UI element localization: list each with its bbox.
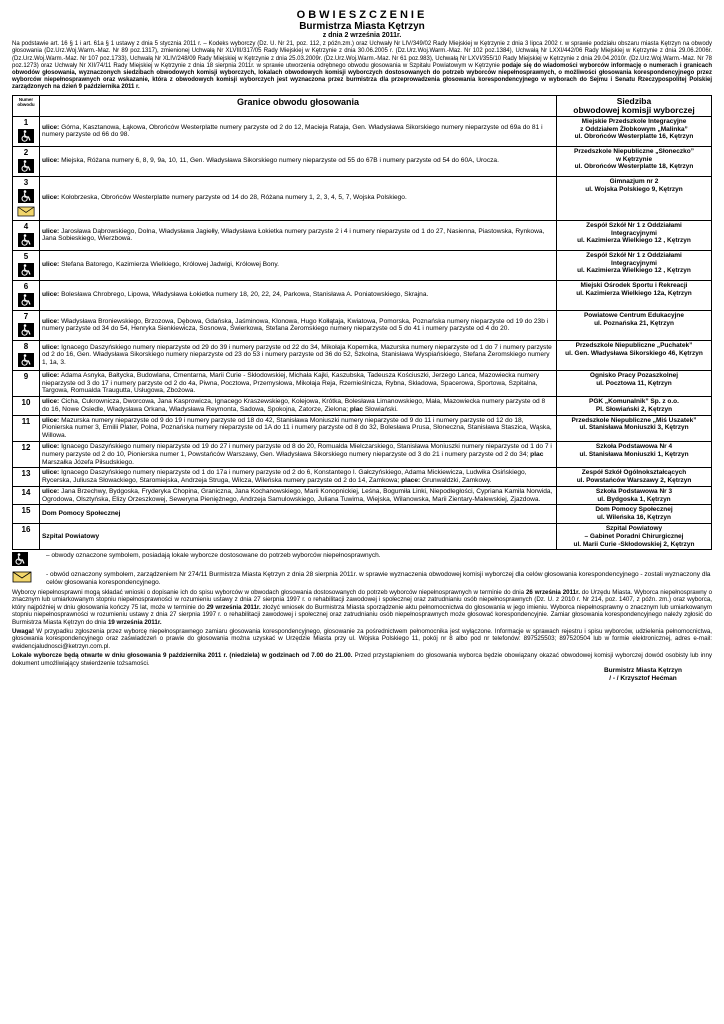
document-title: OBWIESZCZENIE xyxy=(296,9,428,21)
wheelchair-icon xyxy=(18,293,34,309)
seat-line-1: Szpital Powiatowy xyxy=(605,525,663,533)
table-row xyxy=(13,441,712,467)
signature-title: Burmistrz Miasta Kętrzyn xyxy=(603,667,682,675)
district-bounds xyxy=(40,415,557,441)
commission-seat xyxy=(557,116,712,146)
notes-paragraph-1 xyxy=(12,589,712,626)
notes-text: Przed przystąpieniem do głosowania wyborca będzie obowiązany okazać obwodowej komisji wyborczej dowód osobisty lub inny dokument umożliwiający stwierdzenie tożsamości. xyxy=(12,652,713,667)
streets-list: Stefana Batorego, Kazimierza Wielkiego, Królowej Jadwigi, Królowej Bony. xyxy=(59,261,280,269)
seat-line-2: – Gabinet Poradni Chirurgicznej xyxy=(584,532,684,540)
envelope-icon xyxy=(12,571,46,586)
legend-wheelchair-text: – obwody oznaczone symbolem, posiadają lokale wyborcze dostosowane do potrzeb wyborców niepełnosprawnych. xyxy=(46,552,381,560)
streets-list: Jana Brzechwy, Bydgoska, Fryderyka Chopina, Graniczna, Jana Kochanowskiego, Marii Konopnickiej, Leśna, Bogumiła Linki, Niepodległości, Cypriana Kamila Norwida, Ogrodowa, Olsztyńska, Elizy Orzeszkowej, Seweryna Pieniężnego, Andrzeja Samulowskiego, Juliana Tuwima, Wiejska, Wilanowska, Marii Zientary-Malewskiej, Zjazdowa. xyxy=(42,487,553,503)
district-number: 12 xyxy=(21,442,31,452)
square-list: Grunwaldzki, Zamkowy. xyxy=(420,477,492,485)
seat-line-2: w Kętrzynie xyxy=(615,155,653,163)
table-row xyxy=(13,116,712,146)
district-number-cell xyxy=(13,220,40,250)
seat-line-2: ul. Kazimierza Wielkiego 12a, Kętrzyn xyxy=(576,289,692,297)
table-row xyxy=(13,220,712,250)
commission-seat xyxy=(557,397,712,416)
streets-prefix: ulice: xyxy=(42,416,60,424)
seat-line-1: Powiatowe Centrum Edukacyjne xyxy=(583,311,685,319)
table-row xyxy=(13,146,712,176)
seat-line-3: ul. Marii Curie -Skłodowskiej 2, Kętrzyn xyxy=(573,540,695,548)
commission-seat xyxy=(557,486,712,505)
seat-line-2: ul. Gen. Władysława Sikorskiego 46, Kętrzyn xyxy=(565,349,703,357)
district-number: 3 xyxy=(23,177,29,187)
seat-line-1: Przedszkole Niepubliczne „Miś Uszatek” xyxy=(571,416,697,424)
streets-list: Górna, Kasztanowa, Łąkowa, Obrońców Westerplatte numery parzyste od 2 do 12, Macieja Rataja, Gen. Władysława Sikorskiego numery nieparzyste od 69a do 81 i numery parzyste od 66 do 98. xyxy=(42,123,543,139)
table-row xyxy=(13,370,712,396)
table-row xyxy=(13,176,712,220)
notes-text: Wyborcy niepełnosprawni mogą składać wnioski o dopisanie ich do spisu wyborców w obwodach głosowania dostosowanych do potrzeb wyborców niepełnosprawnych w terminie do dnia xyxy=(12,588,525,596)
wheelchair-icon xyxy=(18,159,34,175)
streets-list: Dom Pomocy Społecznej xyxy=(42,510,121,518)
commission-seat xyxy=(557,505,712,524)
seat-line-3: ul. Kazimierza Wielkiego 12 , Kętrzyn xyxy=(577,267,691,275)
document-date: z dnia 2 września 2011r. xyxy=(322,32,402,40)
notes-date: 29 września 2011r. xyxy=(204,603,261,611)
notes-date: 26 września 2011r. xyxy=(524,588,580,596)
district-bounds xyxy=(40,468,557,487)
seat-line-1: Szkoła Podstawowa Nr 3 xyxy=(595,487,673,495)
district-number-cell xyxy=(13,176,40,220)
table-row xyxy=(13,524,712,550)
square-list: Słowiański. xyxy=(363,405,398,413)
streets-prefix: ulice: xyxy=(42,343,60,351)
seat-line-1: Szkoła Podstawowa Nr 4 xyxy=(595,442,673,450)
streets-list: Kołobrzeska, Obrońców Westerplatte numery parzyste od 14 do 28, Różana numery 1, 2, 3, 4, 5, 7, Wojska Polskiego. xyxy=(59,194,407,202)
seat-line-2: ul. Poznańska 21, Kętrzyn xyxy=(594,319,674,327)
district-bounds xyxy=(40,524,557,550)
table-row xyxy=(13,486,712,505)
notes-paragraph-2 xyxy=(12,628,712,650)
district-number-cell xyxy=(13,146,40,176)
col-bounds-header: Granice obwodu głosowania xyxy=(40,95,557,116)
table-row xyxy=(13,250,712,280)
header xyxy=(12,10,712,39)
seat-line-2: ul. Powstańców Warszawy 2, Kętrzyn xyxy=(576,477,692,485)
seat-line-2: ul. Wojska Polskiego 9, Kętrzyn xyxy=(585,185,683,193)
streets-prefix: ulice: xyxy=(42,469,60,477)
streets-prefix: ulice: xyxy=(42,194,60,202)
intro-text: Na podstawie art. 16 § 1 i art. 61a § 1 ustawy z dnia 5 stycznia 2011 r. – Kodeks wyborczy (Dz. U. Nr 21, poz. 112, z późn.zm.) oraz Uchwały Nr LIV/349/02 Rady Miejskiej w Kętrzynie z dnia 3 lipca 2002 r. w sprawie podziału obszaru miasta Kętrzyn na obwody głosowania (Dz.Urz.Woj.Warm.-Maz. Nr 89 poz.1317), zmienionej Uchwałą Nr XLVIII/317/05 Rady Miejskiej w Kętrzynie z dnia 30.06.2005 r. (Dz.Urz.Woj.Warm.-Maz. Nr 102 poz.1384), Uchwałą Nr LXXI/442/06 Rady Miejskiej w Kętrzynie z dnia 29.06.2006r. (Dz.Urz.Woj.Warm.-Maz. Nr 107 poz.1733), Uchwałą Nr XLIV/248/09 Rady Miejskiej w Kętrzynie z dnia 25.03.2009r. (Dz.Urz.Woj.Warm.-Maz. Nr 61 poz.983), Uchwałą Nr LXVI/355/10 Rady Miejskiej w Kętrzynie z dnia 29.04.2010r. (Dz.Urz.Woj.Warm.-Maz. Nr 78 poz.1273) oraz Uchwały Nr XII/74/11 Rady Miejskiej w Kętrzynie z dnia 18 sierpnia 2011r. w sprawie utworzenia odrębnego obwodu głosowania w Szpitalu Powiatowym w Kętrzynie xyxy=(12,41,712,69)
legend-envelope-text: - obwód oznaczony symbolem, zarządzeniem Nr 274/11 Burmistrza Miasta Kętrzyn z dnia 28 sierpnia 2011r. w sprawie wyznaczenia obwodowej komisji wyborczej dla celów głosowania korespondencyjnego - zostali wyznaczony dla celów głosowania korespondencyjnego. xyxy=(46,571,711,587)
streets-list: Bolesława Chrobrego, Lipowa, Władysława Łokietka numery 18, 20, 22, 24, Parkowa, Stanisława A. Poniatowskiego, Skrajna. xyxy=(59,291,429,299)
seat-line-3: ul. Obrońców Westerplatte 16, Kętrzyn xyxy=(574,133,694,141)
districts-table xyxy=(12,95,712,551)
streets-list: Szpital Powiatowy xyxy=(42,532,100,540)
seat-line-3: ul. Kazimierza Wielkiego 12 , Kętrzyn xyxy=(577,237,691,245)
district-bounds xyxy=(40,280,557,310)
district-number-cell xyxy=(13,370,40,396)
square-list: Marszałka Józefa Piłsudskiego. xyxy=(42,458,134,466)
notes-text: do Urzędu Miasta. Wyborca niepełnosprawny o znacznym lub umiarkowanym stopniu niepełnosprawności w rozumieniu ustawy z dnia 27 sierpnia 1997 r. o rehabilitacji zawodowej i społecznej oraz zatrudnianiu osób niepełnosprawnych (Dz. U. z 2010 r. Nr 214, poz. 1407, z późn. zm.) oraz wyborca, który najpóźniej w dniu głosowania kończy 75 lat, może w terminie do xyxy=(12,588,713,611)
district-number: 14 xyxy=(21,487,31,497)
table-row xyxy=(13,468,712,487)
wheelchair-icon xyxy=(12,552,46,569)
seat-line-1: Miejski Ośrodek Sportu i Rekreacji xyxy=(580,281,688,289)
streets-list: Jarosława Dąbrowskiego, Dolna, Władysława Jagiełły, Władysława Łokietka numery parzyste 2 i 4 i numery nieparzyste od 1 do 27, Nasienna, Piastowska, Rynkowa, Jana Sobieskiego, Wierzbowa. xyxy=(42,227,545,243)
seat-line-1: Przedszkole Niepubliczne „Słoneczko” xyxy=(574,147,694,155)
seat-line-3: ul. Obrońców Westerplatte 18, Kętrzyn xyxy=(574,163,694,171)
district-number: 16 xyxy=(21,525,31,535)
district-bounds xyxy=(40,505,557,524)
district-number: 4 xyxy=(23,221,29,231)
district-number: 5 xyxy=(23,251,29,261)
streets-prefix: ulice: xyxy=(42,261,60,269)
streets-prefix: ulice: xyxy=(42,398,60,406)
district-number-cell xyxy=(13,280,40,310)
notes-text: W przypadku zgłoszenia przez wyborcę niepełnosprawnego zamiaru głosowania korespondencyjnego, głosowanie za pośrednictwem pełnomocnika jest wyłączone. Informacje w sprawach rejestru i spisu wyborców, udzielenia pełnomocnictwa, głosowania korespondencyjnego oraz zaświadczeń o prawie do głosowania można uzyskać w Urzędzie Miasta przy ul. Wojska Polskiego 11, pokój nr 8 albo pod nr telefonów: 897525503; 897520504 lub w formie elektronicznej, adres e-mail: ewidencjaludnosci@ketrzyn.com.pl. xyxy=(12,628,712,650)
seat-line-2: z Oddziałem Żłobkowym „Malinka” xyxy=(580,125,688,133)
commission-seat xyxy=(557,340,712,370)
seat-line-1: Gimnazjum nr 2 xyxy=(609,177,659,185)
district-number-cell xyxy=(13,340,40,370)
district-number: 13 xyxy=(21,469,31,479)
district-number: 11 xyxy=(21,416,31,426)
district-number-cell xyxy=(13,310,40,340)
district-bounds xyxy=(40,486,557,505)
seat-line-1: Zespół Szkół Ogólnokształcących xyxy=(581,469,687,477)
square-prefix: plac xyxy=(348,405,364,413)
district-number: 2 xyxy=(23,147,29,157)
seat-line-2: ul. Stanisława Moniuszki 1, Kętrzyn xyxy=(579,450,689,458)
commission-seat xyxy=(557,370,712,396)
streets-list: Ignacego Daszyńskiego numery nieparzyste od 1 do 17a i numery parzyste od 2 do 6, Konstantego I. Gałczyńskiego, Adama Mickiewicza, Ludwika Osińskiego, Rycerska, Juliusza Słowackiego, Staromiejska, Andrzeja Struga, Wilcza, Wileńska numery parzyste od 2 do 14, Zamkowa; xyxy=(42,469,527,485)
intro-paragraph xyxy=(12,41,712,91)
wheelchair-icon xyxy=(18,129,34,145)
district-number: 9 xyxy=(23,371,29,381)
district-bounds xyxy=(40,441,557,467)
streets-prefix: ulice: xyxy=(42,371,60,379)
seat-line-1: Przedszkole Niepubliczne „Puchatek” xyxy=(575,341,693,349)
table-row xyxy=(13,280,712,310)
district-number-cell xyxy=(13,397,40,416)
seat-line-2: Integracyjnymi xyxy=(611,259,657,267)
commission-seat xyxy=(557,441,712,467)
seat-line-2: Integracyjnymi xyxy=(611,229,657,237)
seat-line-2: ul. Stanisława Moniuszki 3, Kętrzyn xyxy=(579,424,689,432)
district-number-cell xyxy=(13,524,40,550)
commission-seat xyxy=(557,310,712,340)
square-prefix: place: xyxy=(399,477,421,485)
streets-prefix: ulice: xyxy=(42,227,60,235)
wheelchair-icon xyxy=(18,323,34,339)
col-seat-header-line2: obwodowej komisji wyborczej xyxy=(573,104,695,115)
district-bounds xyxy=(40,310,557,340)
seat-line-2: Pl. Słowiański 2, Kętrzyn xyxy=(595,405,673,413)
commission-seat xyxy=(557,468,712,487)
streets-list: Mazurska numery nieparzyste od 9 do 19 i numery parzyste od 18 do 42, Stanisława Moniuszki numery nieparzyste od 9 do 11 i numery parzyste od 12 do 18, Pionierska numer 3, Emilii Plater, Polna, Poznańska numery nieparzyste od 1A do 11 i numery parzyste od 8 do 32, Bolesława Prusa, Słoneczna, Stanisława Staszica, Wąska, Willowa. xyxy=(42,416,552,440)
streets-list: Ignacego Daszyńskiego numery nieparzyste od 29 do 39 i numery parzyste od 22 do 34, Mikołaja Kopernika, Mazurska numery nieparzyste od 1 do 7 i numery parzyste od 2 do 16, Gen. Władysława Sikorskiego numery nieparzyste od 23 do 53 i numery parzyste od 36 do 52, Szkolna, Stanisława Wyspiańskiego, Stefana Żeromskiego numery 1, 1a, 3. xyxy=(42,343,552,367)
commission-seat xyxy=(557,280,712,310)
col-seat-header-line1: Siedziba xyxy=(616,95,652,106)
commission-seat xyxy=(557,176,712,220)
document-subtitle: Burmistrza Miasta Kętrzyn xyxy=(299,20,425,32)
district-number-cell xyxy=(13,468,40,487)
district-bounds xyxy=(40,116,557,146)
legend-wheelchair xyxy=(12,552,712,569)
col-number-header: Numer obwodu xyxy=(13,95,40,116)
signature xyxy=(604,667,682,683)
notes-date: 19 września 2011r. xyxy=(106,618,162,626)
table-row xyxy=(13,397,712,416)
table-row xyxy=(13,310,712,340)
streets-list: Miejska, Różana numery 6, 8, 9, 9a, 10, 11, Gen. Władysława Sikorskiego numery nieparzyste od 55 do 67B i numery parzyste od 54 do 60A, Urocza. xyxy=(59,157,499,165)
table-header-row xyxy=(13,95,712,116)
streets-prefix: ulice: xyxy=(42,317,60,325)
district-bounds xyxy=(40,176,557,220)
district-number-cell xyxy=(13,505,40,524)
district-number: 6 xyxy=(23,281,29,291)
seat-line-1: Dom Pomocy Społecznej xyxy=(595,506,673,514)
wheelchair-icon xyxy=(18,353,34,369)
streets-list: Adama Asnyka, Bałtycka, Budowlana, Cmentarna, Marii Curie - Skłodowskiej, Michała Kajki, Kaszubska, Tadeusza Kościuszki, Jerzego Lanca, Mazowiecka numery nieparzyste od 3 do 17 i numery parzyste od 2 do 4a, Piwna, Pocztowa, Przemysłowa, Mikołaja Reja, Rzemieślnicza, Rybna, Składowa, Spacerowa, Sportowa, Szpitalna, Targowa, Romualda Traugutta, Usługowa, Zbożowa. xyxy=(42,371,540,395)
district-bounds xyxy=(40,397,557,416)
district-number: 8 xyxy=(23,341,29,351)
district-bounds xyxy=(40,340,557,370)
notes-text: złożyć wniosek do Burmistrza Miasta sporządzenie aktu pełnomocnictwa do głosowania w jego imieniu. Wyborca niepełnosprawny o znacznym lub umiarkowanym stopniu niepełnosprawności w rozumieniu ustawy z dnia 27 sierpnia 1997 r. o rehabilitacji zawodowej i społecznej oraz zatrudnianiu osób niepełnosprawnych może głosować korespondencyjnie. Zamiar głosowania korespondencyjnego należy zgłosić do Burmistrza Miasta Kętrzyn do dnia xyxy=(12,603,712,626)
table-row xyxy=(13,505,712,524)
seat-line-1: Miejskie Przedszkole Integracyjne xyxy=(581,117,687,125)
district-number-cell xyxy=(13,441,40,467)
notes-warning: Uwaga! xyxy=(12,628,35,636)
streets-prefix: ulice: xyxy=(42,157,60,165)
streets-prefix: ulice: xyxy=(42,123,60,131)
seat-line-2: ul. Pocztowa 11, Kętrzyn xyxy=(596,379,672,387)
commission-seat xyxy=(557,146,712,176)
commission-seat xyxy=(557,220,712,250)
district-bounds xyxy=(40,146,557,176)
seat-line-2: ul. Wileńska 16, Kętrzyn xyxy=(597,514,671,522)
legend-envelope xyxy=(12,571,712,587)
district-number: 10 xyxy=(21,398,31,408)
document-page xyxy=(12,0,713,682)
streets-prefix: ulice: xyxy=(42,487,60,495)
table-row xyxy=(13,340,712,370)
district-bounds xyxy=(40,250,557,280)
seat-line-2: ul. Bydgoska 1, Kętrzyn xyxy=(597,495,671,503)
commission-seat xyxy=(557,415,712,441)
commission-seat xyxy=(557,250,712,280)
envelope-icon xyxy=(17,206,35,219)
district-number: 1 xyxy=(23,117,29,127)
district-number-cell xyxy=(13,116,40,146)
wheelchair-icon xyxy=(18,233,34,249)
district-bounds xyxy=(40,220,557,250)
streets-list: Cicha, Cukrownicza, Dworcowa, Jana Kasprowicza, Ignacego Kraszewskiego, Kolejowa, Krótka, Bolesława Limanowskiego, Mała, Mazowiecka numery parzyste od 8 do 16, Nowe Osiedle, Władysława Orkana, Władysława Reymonta, Sadowa, Spokojna, Zatorze, Zielona; xyxy=(42,398,546,413)
commission-seat xyxy=(557,524,712,550)
district-number: 15 xyxy=(21,506,31,516)
district-number-cell xyxy=(13,250,40,280)
signature-name: / - / Krzysztof Hećman xyxy=(609,675,677,682)
notes-opening-hours: Lokale wyborcze będą otwarte w dniu głosowania 9 października 2011 r. (niedziela) w godzinach od 7.00 do 21.00. xyxy=(12,652,353,660)
intro-bold-text: podaje się do wiadomości wyborców informację o numerach i granicach obwodów głosowania, wyznaczonych siedzibach obwodowych komisji wyborczych, lokalach obwodowych komisji wyborczych dostosowanych do potrzeb wyborców niepełnosprawnych, o możliwości głosowania korespondencyjnego przez wyborców niepełnosprawnych oraz wskazanie, która z obwodowych komisji wyborczych jest wyznaczona przez burmistrza dla przeprowadzenia głosowania korespondencyjnego w wyborach do Sejmu i Senatu Rzeczypospolitej Polskiej zarządzonych na dzień 9 października 2011 r. xyxy=(12,62,712,90)
square-prefix: plac xyxy=(528,450,544,458)
col-seat-header xyxy=(557,95,712,116)
seat-line-1: Ognisko Pracy Pozaszkolnej xyxy=(589,371,679,379)
district-number-cell xyxy=(13,486,40,505)
table-row xyxy=(13,415,712,441)
streets-list: Władysława Broniewskiego, Brzozowa, Dębowa, Gdańska, Jaśminowa, Klonowa, Hugo Kołłątaja, Kwiatowa, Pomorska, Poznańska numery nieparzyste od 19 do 23b i numery parzyste od 34 do 54, Henryka Sienkiewicza, Sosnowa, Świerkowa, Stefana Żeromskiego numery nieparzyste od 5 do 41 i numery parzyste od 4 do 20. xyxy=(42,317,549,333)
streets-prefix: ulice: xyxy=(42,291,60,299)
seat-line-1: PGK „Komunalnik” Sp. z o.o. xyxy=(589,398,679,406)
seat-line-1: Zespół Szkół Nr 1 z Oddziałami xyxy=(586,221,682,229)
wheelchair-icon xyxy=(18,189,34,205)
wheelchair-icon xyxy=(18,263,34,279)
district-bounds xyxy=(40,370,557,396)
district-number: 7 xyxy=(23,311,29,321)
streets-list: Ignacego Daszyńskiego numery nieparzyste od 19 do 27 i numery parzyste od 8 do 20, Romualda Mielczarskiego, Stanisława Moniuszki numery nieparzyste od 1 do 7 i numery parzyste od 2 do 10, Pionierska numer 1, Powstańców Warszawy, Gen. Władysława Sikorskiego numery nieparzyste od 3 do 21 i numery parzyste od 2 do 34; xyxy=(42,442,552,458)
district-number-cell xyxy=(13,415,40,441)
seat-line-1: Zespół Szkół Nr 1 z Oddziałami xyxy=(586,251,682,259)
notes-paragraph-3 xyxy=(12,652,712,667)
streets-prefix: ulice: xyxy=(42,442,60,450)
